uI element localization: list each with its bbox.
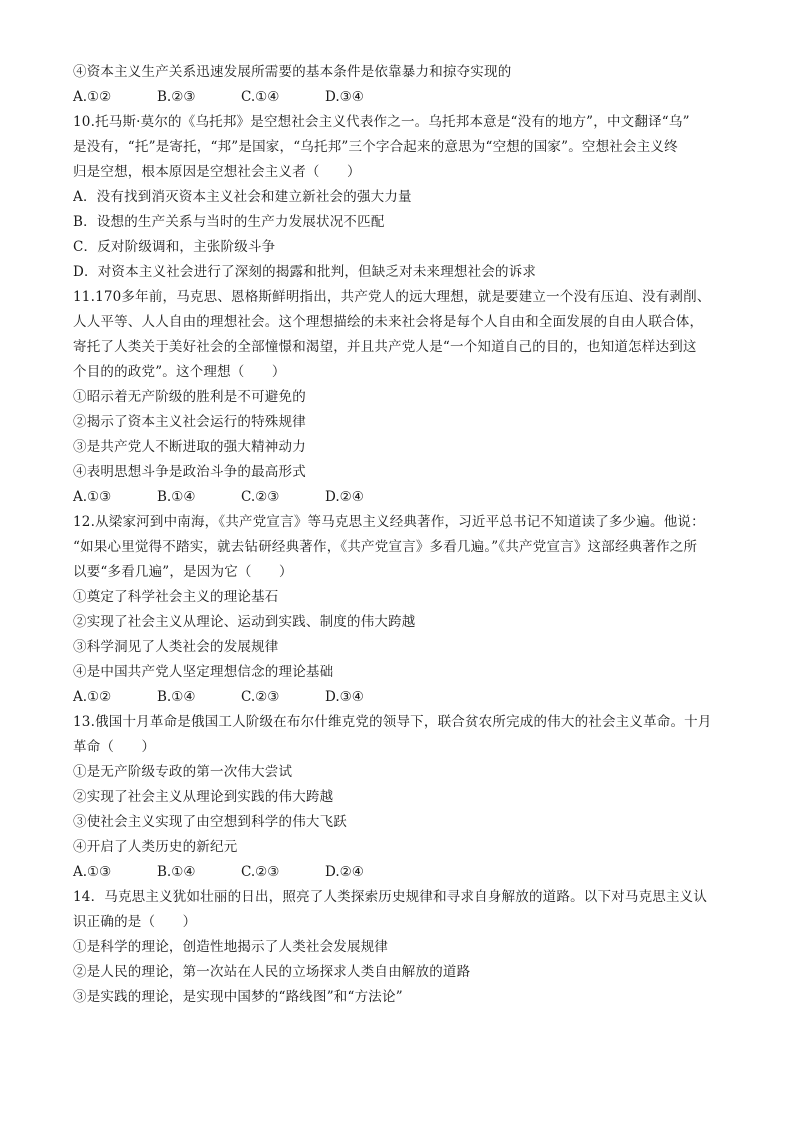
q11-option-b: B.①④ xyxy=(157,489,196,505)
question-10 xyxy=(73,110,733,285)
q14-statement-2: ②是人民的理论，第一次站在人民的立场探求人类自由解放的道路 xyxy=(73,964,471,980)
q10-stem-line: 10.托马斯·莫尔的《乌托邦》是空想社会主义代表作之一。乌托邦本意是“没有的地方”，中文翻译“乌” xyxy=(73,114,690,130)
q11-option-c: C.②③ xyxy=(241,489,280,505)
q13-option-d: D.②④ xyxy=(325,864,364,880)
q12-options xyxy=(73,685,733,710)
q9-option-c: C.①④ xyxy=(241,89,280,105)
q14-statement-1: ①是科学的理论，创造性地揭示了人类社会发展规律 xyxy=(73,939,389,955)
q12-option-c: C.②③ xyxy=(241,689,280,705)
q11-option-d: D.②④ xyxy=(325,489,364,505)
q10-choice-d: D．对资本主义社会进行了深刻的揭露和批判，但缺乏对未来理想社会的诉求 xyxy=(73,264,537,280)
q10-choice-a: A．没有找到消灭资本主义社会和建立新社会的强大力量 xyxy=(73,189,412,205)
q12-option-a: A.①② xyxy=(73,689,112,705)
q12-stem-line: 以要“多看几遍”，是因为它（ ） xyxy=(73,564,293,580)
q12-statement-2: ②实现了社会主义从理论、运动到实践、制度的伟大跨越 xyxy=(73,614,416,630)
q13-statement-3: ③使社会主义实现了由空想到科学的伟大飞跃 xyxy=(73,814,347,830)
q11-statement-3: ③是共产党人不断进取的强大精神动力 xyxy=(73,439,306,455)
q11-stem-line: 11.170多年前，马克思、恩格斯鲜明指出，共产党人的远大理想，就是要建立一个没有压迫、没有剥削、 xyxy=(73,289,711,305)
q13-stem-line: 13.俄国十月革命是俄国工人阶级在布尔什维克党的领导下，联合贫农所完成的伟大的社会主义革命。十月 xyxy=(73,714,712,730)
q12-stem-line: 12.从梁家河到中南海，《共产党宣言》等马克思主义经典著作，习近平总书记不知道读了多少遍。他说： xyxy=(73,514,705,530)
q13-statement-4: ④开启了人类历史的新纪元 xyxy=(73,839,238,855)
q10-stem-line: 是没有，“托”是寄托，“邦”是国家，“乌托邦”三个字合起来的意思为“空想的国家”。空想社会主义终 xyxy=(73,139,678,155)
exam-page xyxy=(73,60,733,1010)
q11-option-a: A.①③ xyxy=(73,489,112,505)
q12-stem-line: “如果心里觉得不踏实，就去钻研经典著作，《共产党宣言》多看几遍。”《共产党宣言》这部经典著作之所 xyxy=(73,539,698,555)
q12-statement-1: ①奠定了科学社会主义的理论基石 xyxy=(73,589,279,605)
question-11 xyxy=(73,285,733,510)
question-12 xyxy=(73,510,733,710)
q14-stem-line: 识正确的是（ ） xyxy=(73,914,197,930)
q13-statement-2: ②实现了社会主义从理论到实践的伟大跨越 xyxy=(73,789,334,805)
q9-option-d: D.③④ xyxy=(325,89,364,105)
q10-choice-b: B．设想的生产关系与当时的生产力发展状况不匹配 xyxy=(73,214,385,230)
q12-option-b: B.①④ xyxy=(157,689,196,705)
q9-option-a: A.①② xyxy=(73,89,112,105)
q12-option-d: D.③④ xyxy=(325,689,364,705)
q13-stem-line: 革命（ ） xyxy=(73,739,156,755)
question-13 xyxy=(73,710,733,885)
q9-statement-4: ④资本主义生产关系迅速发展所需要的基本条件是依靠暴力和掠夺实现的 xyxy=(73,64,512,80)
q11-statement-4: ④表明思想斗争是政治斗争的最高形式 xyxy=(73,464,306,480)
q13-option-a: A.①③ xyxy=(73,864,112,880)
q10-stem-line: 归是空想，根本原因是空想社会主义者（ ） xyxy=(73,164,361,180)
q13-options xyxy=(73,860,733,885)
q9-options xyxy=(73,85,733,110)
q11-options xyxy=(73,485,733,510)
q12-statement-3: ③科学洞见了人类社会的发展规律 xyxy=(73,639,279,655)
question-14 xyxy=(73,885,733,1010)
q12-statement-4: ④是中国共产党人坚定理想信念的理论基础 xyxy=(73,664,334,680)
q14-statement-3: ③是实践的理论，是实现中国梦的“路线图”和“方法论” xyxy=(73,989,403,1005)
q13-option-c: C.②③ xyxy=(241,864,280,880)
q10-choice-c: C．反对阶级调和，主张阶级斗争 xyxy=(73,239,276,255)
q9-option-b: B.②③ xyxy=(157,89,196,105)
q11-stem-line: 寄托了人类关于美好社会的全部憧憬和渴望，并且共产党人是“一个知道自己的目的，也知道怎样达到这 xyxy=(73,339,697,355)
q11-stem-line: 人人平等、人人自由的理想社会。这个理想描绘的未来社会将是每个人自由和全面发展的自由人联合体， xyxy=(73,314,704,330)
q13-statement-1: ①是无产阶级专政的第一次伟大尝试 xyxy=(73,764,293,780)
q11-statement-1: ①昭示着无产阶级的胜利是不可避免的 xyxy=(73,389,306,405)
q14-stem-line: 14．马克思主义犹如壮丽的日出，照亮了人类探索历史规律和寻求自身解放的道路。以下对马克思主义认 xyxy=(73,889,708,905)
q13-option-b: B.①④ xyxy=(157,864,196,880)
q11-stem-line: 个目的的政党”。这个理想（ ） xyxy=(73,364,286,380)
q11-statement-2: ②揭示了资本主义社会运行的特殊规律 xyxy=(73,414,306,430)
